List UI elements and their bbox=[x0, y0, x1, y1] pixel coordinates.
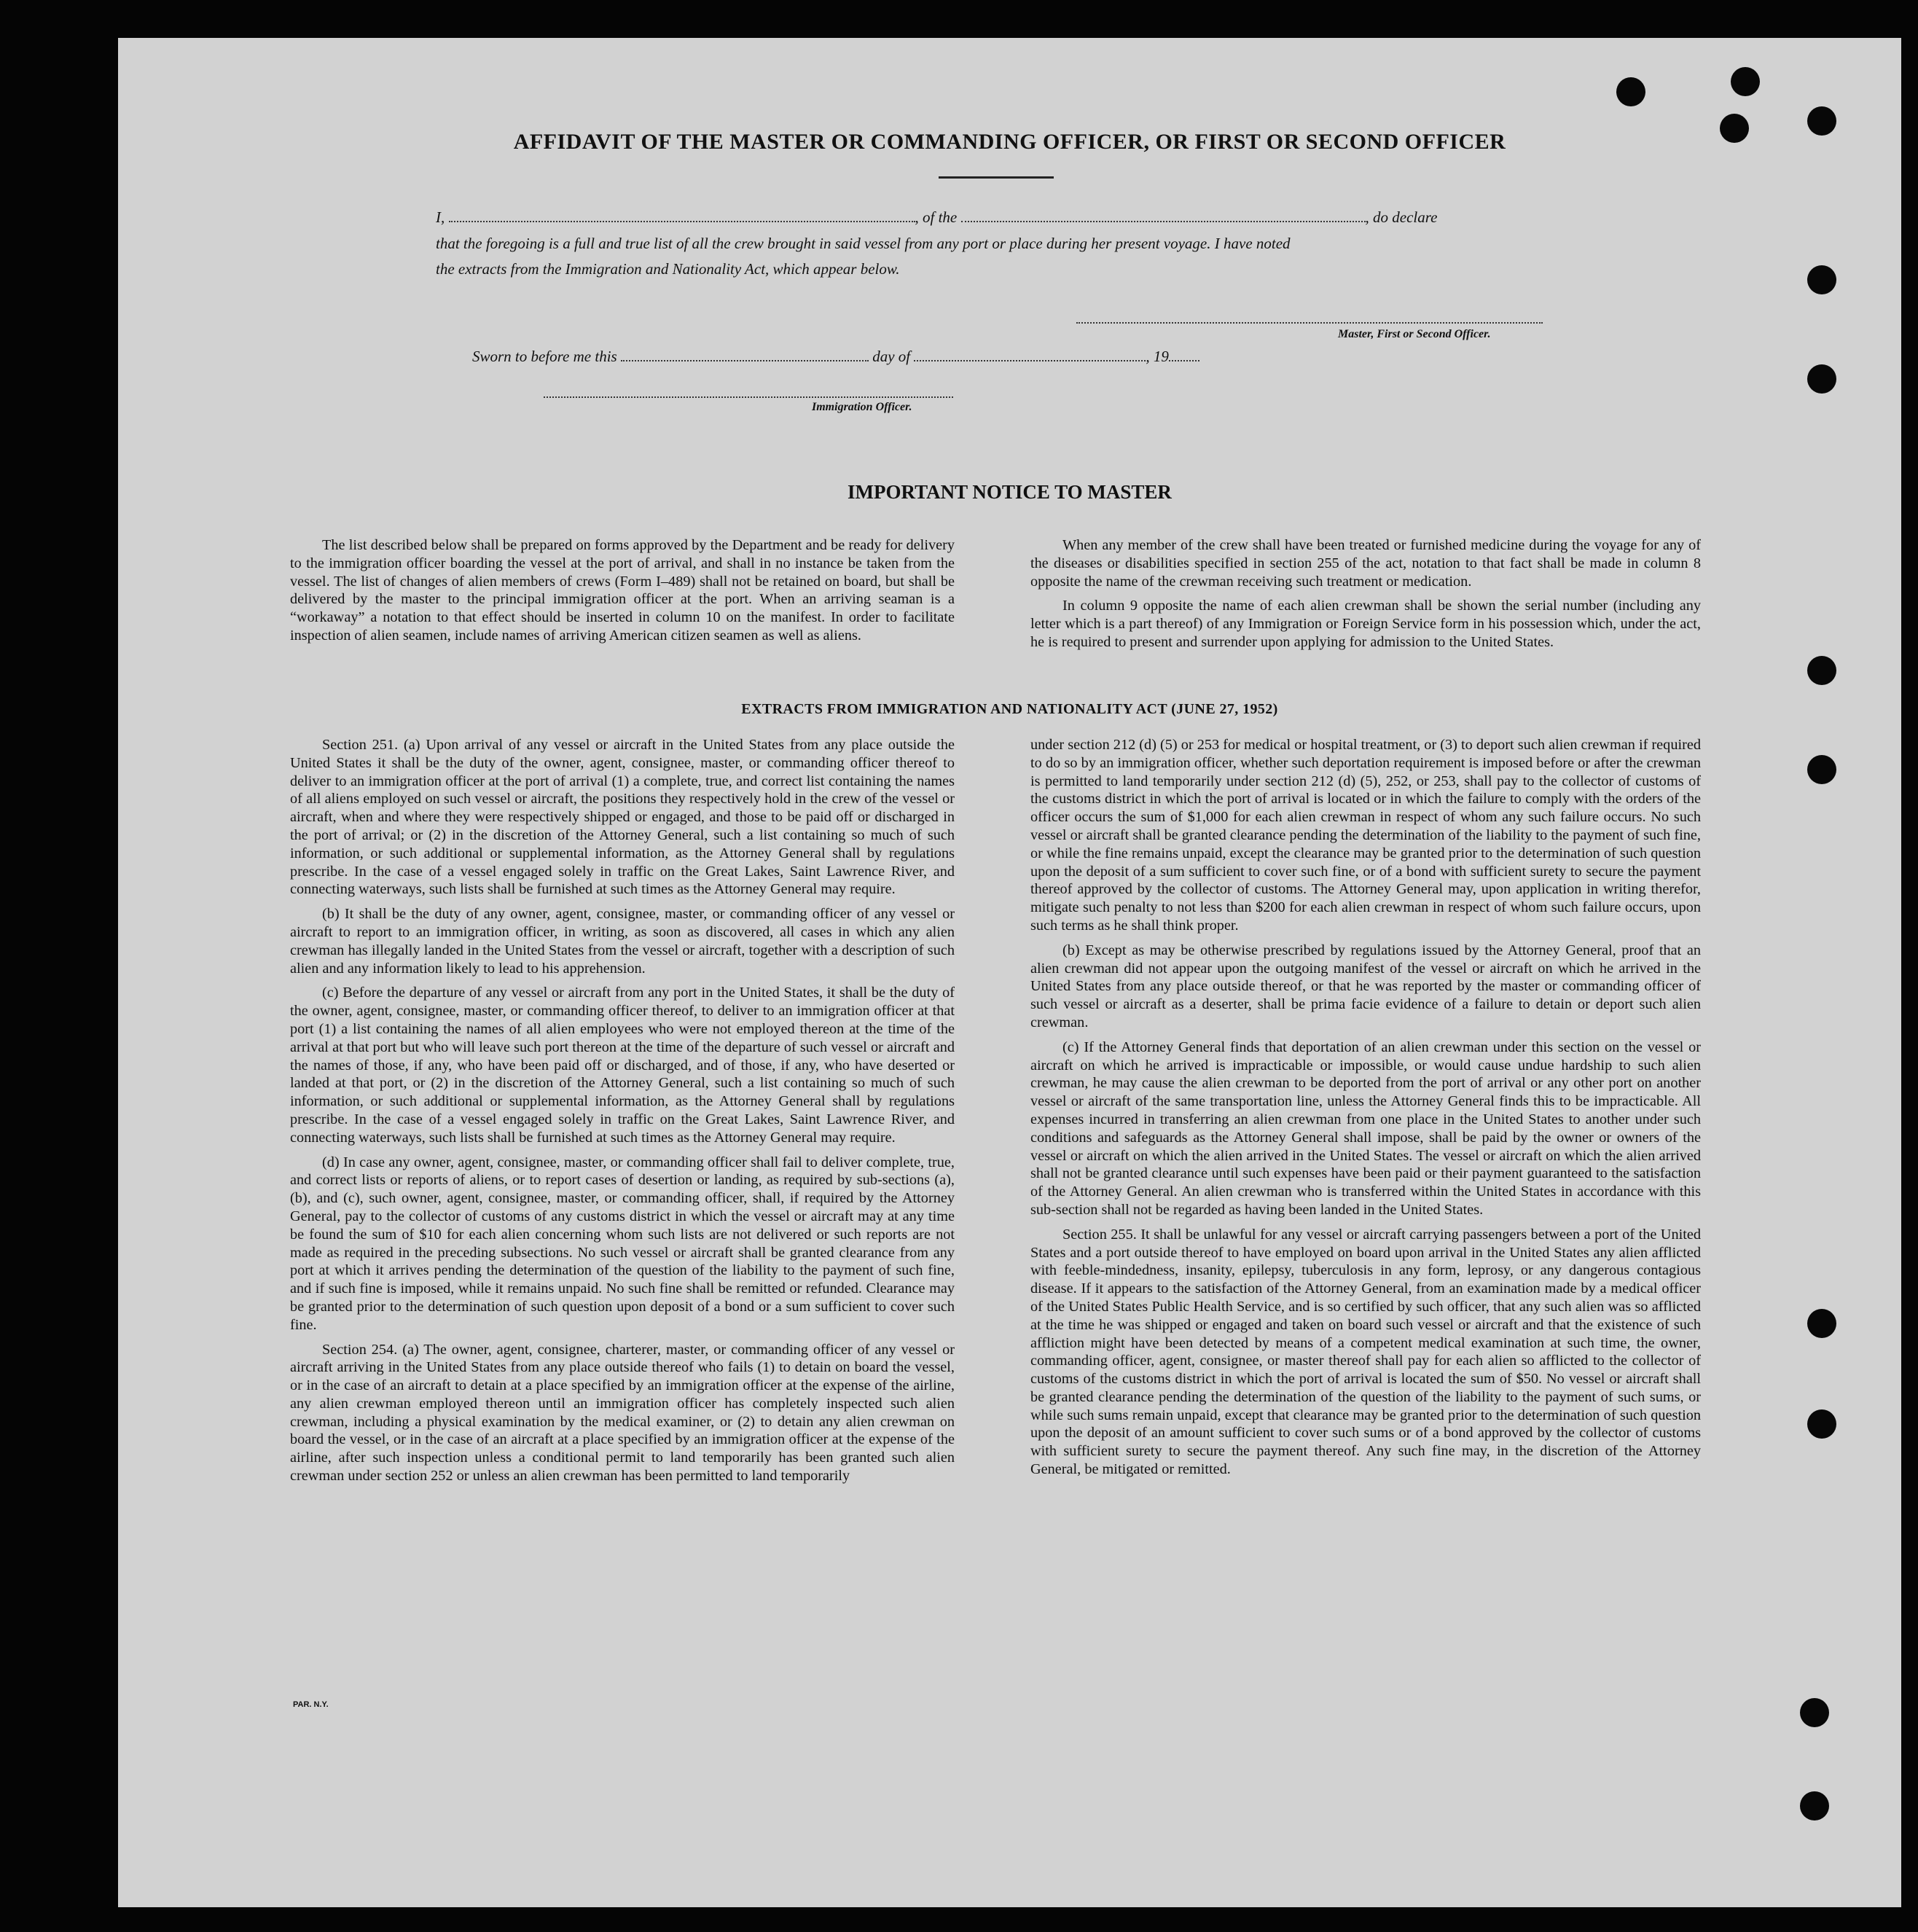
sworn-year: , 19 bbox=[1146, 348, 1169, 365]
title-underline bbox=[939, 176, 1054, 179]
section-paragraph: under section 212 (d) (5) or 253 for medical or hospital treatment, or (3) to deport such alien crewman if required to do so by an immigration officer, whether such deportation requirement is imposed before or after the crewman is permitted to land temporarily under section 212 (d) (5), 252, or 253, shall pay to the collector of customs of the customs district in which the port of arrival is located or in which the failure to comply with the orders of the officer occurs the sum of $1,000 for each alien crewman in respect of whom any such failure occurs. No such vessel or aircraft shall be granted clearance pending the determination of the liability to the payment of such fine, or while the fine remains unpaid, except the clearance may be granted prior to the determination of such question upon the deposit of a sum sufficient to cover such fine, or of a bond with sufficient surety to secure the payment thereof approved by the collector of customs. The Attorney General may, upon application in writing therefor, mitigate such penalty to not less than $200 for each alien crewman in respect of whom such failure occurs, upon such terms as he shall think proper. bbox=[1030, 737, 1701, 934]
extracts-title: EXTRACTS FROM IMMIGRATION AND NATIONALITY ACT (JUNE 27, 1952) bbox=[741, 701, 1278, 717]
punch-hole bbox=[1807, 106, 1836, 136]
punch-hole bbox=[1800, 1698, 1829, 1727]
declaration-line-1 bbox=[436, 208, 1558, 227]
punch-hole bbox=[1800, 1791, 1829, 1820]
section-paragraph: Section 255. It shall be unlawful for any vessel or aircraft carrying passengers between a port of the United States and a port outside thereof to have employed on board upon arrival in the United States any alien afflicted with feeble-mindedness, insanity, epilepsy, tuberculosis in any form, leprosy, or any dangerous contagious disease. If it appears to the satisfaction of the Attorney General, from an examination made by a medical officer of the United States Public Health Service, and is so certified by such officer, that any such alien was so afflicted at the time he was shipped or engaged and taken on board such vessel or aircraft and that the existence of such affliction might have been detected by means of a competent medical examination at such time, the owner, commanding officer, agent, consignee, or master thereof shall pay for each alien so afflicted to the collector of customs of the customs district in which the port of arrival is located the sum of $50. No vessel or aircraft shall be granted clearance pending the determination of the question of the liability to the payment of such sums, or while such sums remain unpaid, except that clearance may be granted prior to the determination of such question upon the deposit of an amount sufficient to cover such sums or of a bond approved by the collector of customs with sufficient surety to secure the payment thereof. Any such fine may, in the discretion of the Attorney General, be mitigated or remitted. bbox=[1030, 1226, 1701, 1478]
section-paragraph: Section 251. (a) Upon arrival of any vessel or aircraft in the United States from any place outside the United States it shall be the duty of the owner, agent, consignee, master, or commanding officer thereof to deliver to an immigration officer at the port of arrival (1) a complete, true, and correct list containing the names of all aliens employed on such vessel or aircraft, the positions they respectively hold in the crew of the vessel or aircraft, when and where they were respectively shipped or engaged, and those to be paid off or discharged in the port of arrival; or (2) in the discretion of the Attorney General, such a list containing so much of such information, or such additional or supplemental information, as the Attorney General shall by regulations prescribe. In the case of a vessel engaged solely in traffic on the Great Lakes, Saint Lawrence River, and connecting waterways, such lists shall be furnished at such times as the Attorney General may require. bbox=[290, 737, 955, 898]
officer-signature-line[interactable] bbox=[544, 396, 953, 398]
punch-hole bbox=[1616, 77, 1645, 106]
punch-hole bbox=[1807, 755, 1836, 784]
sworn-prefix: Sworn to before me this bbox=[472, 348, 617, 365]
vessel-blank[interactable] bbox=[961, 208, 1366, 222]
notice-paragraph: In column 9 opposite the name of each alien crewman shall be shown the serial number (including any letter which is a part thereof) of any Immigration or Foreign Service form in his possession which, under the act, he is required to present and surrender upon applying for admission to the United States. bbox=[1030, 598, 1701, 650]
punch-hole bbox=[1807, 265, 1836, 294]
notice-paragraph: When any member of the crew shall have been treated or furnished medicine during the voyage for any of the diseases or disabilities specified in section 255 of the act, notation to that fact shall be made in column 8 opposite the name of the crewman receiving such treatment or medication. bbox=[1030, 537, 1701, 590]
master-caption: Master, First or Second Officer. bbox=[1338, 328, 1491, 340]
punch-hole bbox=[1807, 1309, 1836, 1338]
notice-right-column bbox=[1030, 536, 1701, 658]
section-paragraph: (c) If the Attorney General finds that deportation of an alien crewman under this section on the vessel or aircraft on which he arrived is impracticable or impossible, or would cause undue hardship to such alien crewman, he may cause the alien crewman to be deported from the port of arrival or any other port on another vessel or aircraft of the same transportation line, unless the Attorney General finds this to be impracticable. All expenses incurred in transferring an alien crewman from one place in the United States to another under such conditions and safeguards as the Attorney General shall impose, shall be paid by the owner or owners of the vessel or aircraft on which the alien arrived in the United States. The vessel or aircraft on which the alien arrived shall not be granted clearance until such expenses have been paid or their payment guaranteed to the satisfaction of the Attorney General. An alien crewman who is transferred within the United States in accordance with this sub-section shall not be regarded as having been landed in the United States. bbox=[1030, 1039, 1701, 1218]
declaration-line-2: that the foregoing is a full and true list of all the crew brought in said vessel from any port or place during her present voyage. I have noted bbox=[436, 235, 1291, 252]
punch-hole bbox=[1731, 67, 1760, 96]
declaration-i: I, bbox=[436, 208, 445, 226]
declaration-of-the: , of the bbox=[915, 208, 958, 226]
punch-hole bbox=[1807, 1409, 1836, 1439]
declaration-do-declare: , do declare bbox=[1365, 208, 1438, 226]
section-paragraph: (d) In case any owner, agent, consignee, master, or commanding officer shall fail to deliver complete, true, and correct lists or reports of aliens, or to report cases of desertion or landing, as required by sub-sections (a), (b), and (c), such owner, agent, consignee, master, or commanding officer, shall, if required by the Attorney General, pay to the collector of customs of any customs district in which the vessel or aircraft may at any time be found the sum of $10 for each alien concerning whom such lists are not delivered or such reports are not made as required in the preceding subsections. No such vessel or aircraft shall be granted clearance from any port at which it arrives pending the determination of the question of the liability to the payment of such fine, and if such fine is imposed, while it remains unpaid. No such fine shall be remitted or refunded. Clearance may be granted prior to the determination of such question upon deposit of a bond or a sum sufficient to cover such fine. bbox=[290, 1154, 955, 1333]
sworn-line bbox=[472, 347, 1594, 366]
punch-hole bbox=[1807, 364, 1836, 394]
section-paragraph: (b) Except as may be otherwise prescribed by regulations issued by the Attorney General, proof that an alien crewman did not appear upon the outgoing manifest of the vessel or aircraft on which he arrived in the United States from any place outside thereof, or that he was reported by the master or commanding officer of such vessel or aircraft as a deserter, shall be prima facie evidence of a failure to detain or deport such alien crewman. bbox=[1030, 942, 1701, 1030]
section-paragraph: (b) It shall be the duty of any owner, agent, consignee, master, or commanding officer of any vessel or aircraft to report to an immigration officer, in writing, as soon as discovered, all cases in which any alien crewman has illegally landed in the United States from the vessel or aircraft, together with a description of such alien and any information likely to lead to his apprehension. bbox=[290, 906, 955, 977]
printer-mark: PAR. N.Y. bbox=[293, 1700, 329, 1709]
master-signature-line[interactable] bbox=[1076, 322, 1543, 324]
sworn-day-of: day of bbox=[872, 348, 911, 365]
punch-hole bbox=[1720, 114, 1749, 143]
sworn-day-blank[interactable] bbox=[621, 347, 869, 361]
notice-left-column bbox=[290, 536, 955, 652]
notice-paragraph: The list described below shall be prepared on forms approved by the Department and be ready for delivery to the immigration officer boarding the vessel at the port of arrival, and shall in no instance be taken from the vessel. The list of changes of alien members of crews (Form I–489) shall not be retained on board, but shall be delivered by the master to the principal immigration officer at the port. When an arriving seaman is a “workaway” a notation to that effect should be inserted in column 10 on the manifest. In order to facilitate inspection of alien seamen, include names of arriving American citizen seamen as well as aliens. bbox=[290, 537, 955, 644]
notice-title: IMPORTANT NOTICE TO MASTER bbox=[848, 481, 1172, 503]
punch-hole bbox=[1807, 656, 1836, 685]
extracts-left-column bbox=[290, 736, 955, 1492]
name-blank[interactable] bbox=[449, 208, 915, 222]
affidavit-title: AFFIDAVIT OF THE MASTER OR COMMANDING OFFICER, OR FIRST OR SECOND OFFICER bbox=[513, 130, 1506, 154]
section-paragraph: Section 254. (a) The owner, agent, consignee, charterer, master, or commanding officer of any vessel or aircraft arriving in the United States from any place outside thereof who fails (1) to detain on board the vessel, or in the case of an aircraft to detain at a place specified by an immigration officer at the expense of the airline, any alien crewman employed thereon until an immigration officer has completely inspected such alien crewman, including a physical examination by the medical examiner, or (2) to detain any alien crewman on board the vessel, or in the case of an aircraft at a place specified by an immigration officer at the expense of the airline, after such inspection unless a conditional permit to land temporarily has been granted such alien crewman under section 252 or unless an alien crewman has been permitted to land temporarily bbox=[290, 1341, 955, 1485]
document-page bbox=[118, 38, 1901, 1907]
sworn-year-blank[interactable] bbox=[1169, 347, 1199, 361]
extracts-right-column bbox=[1030, 736, 1701, 1485]
officer-caption: Immigration Officer. bbox=[812, 401, 912, 413]
declaration-line-3: the extracts from the Immigration and Nationality Act, which appear below. bbox=[436, 260, 900, 278]
sworn-month-blank[interactable] bbox=[914, 347, 1146, 361]
section-paragraph: (c) Before the departure of any vessel or aircraft from any port in the United States, it shall be the duty of the owner, agent, consignee, master, or commanding officer thereof, to deliver to an immigration officer at that port (1) a list containing the names of all alien employees who were not employed thereon at the time of the arrival at that port but who will leave such port thereon at the time of the departure of such vessel or aircraft and the names of those, if any, who have been paid off or discharged, and of those, if any, who have deserted or landed at that port, or (2) in the discretion of the Attorney General, such a list containing so much of such information, or such additional or supplemental information, as the Attorney General shall by regulations prescribe. In the case of a vessel engaged solely in traffic on the Great Lakes, Saint Lawrence River, and connecting waterways, such lists shall be furnished at such times as the Attorney General may require. bbox=[290, 985, 955, 1146]
